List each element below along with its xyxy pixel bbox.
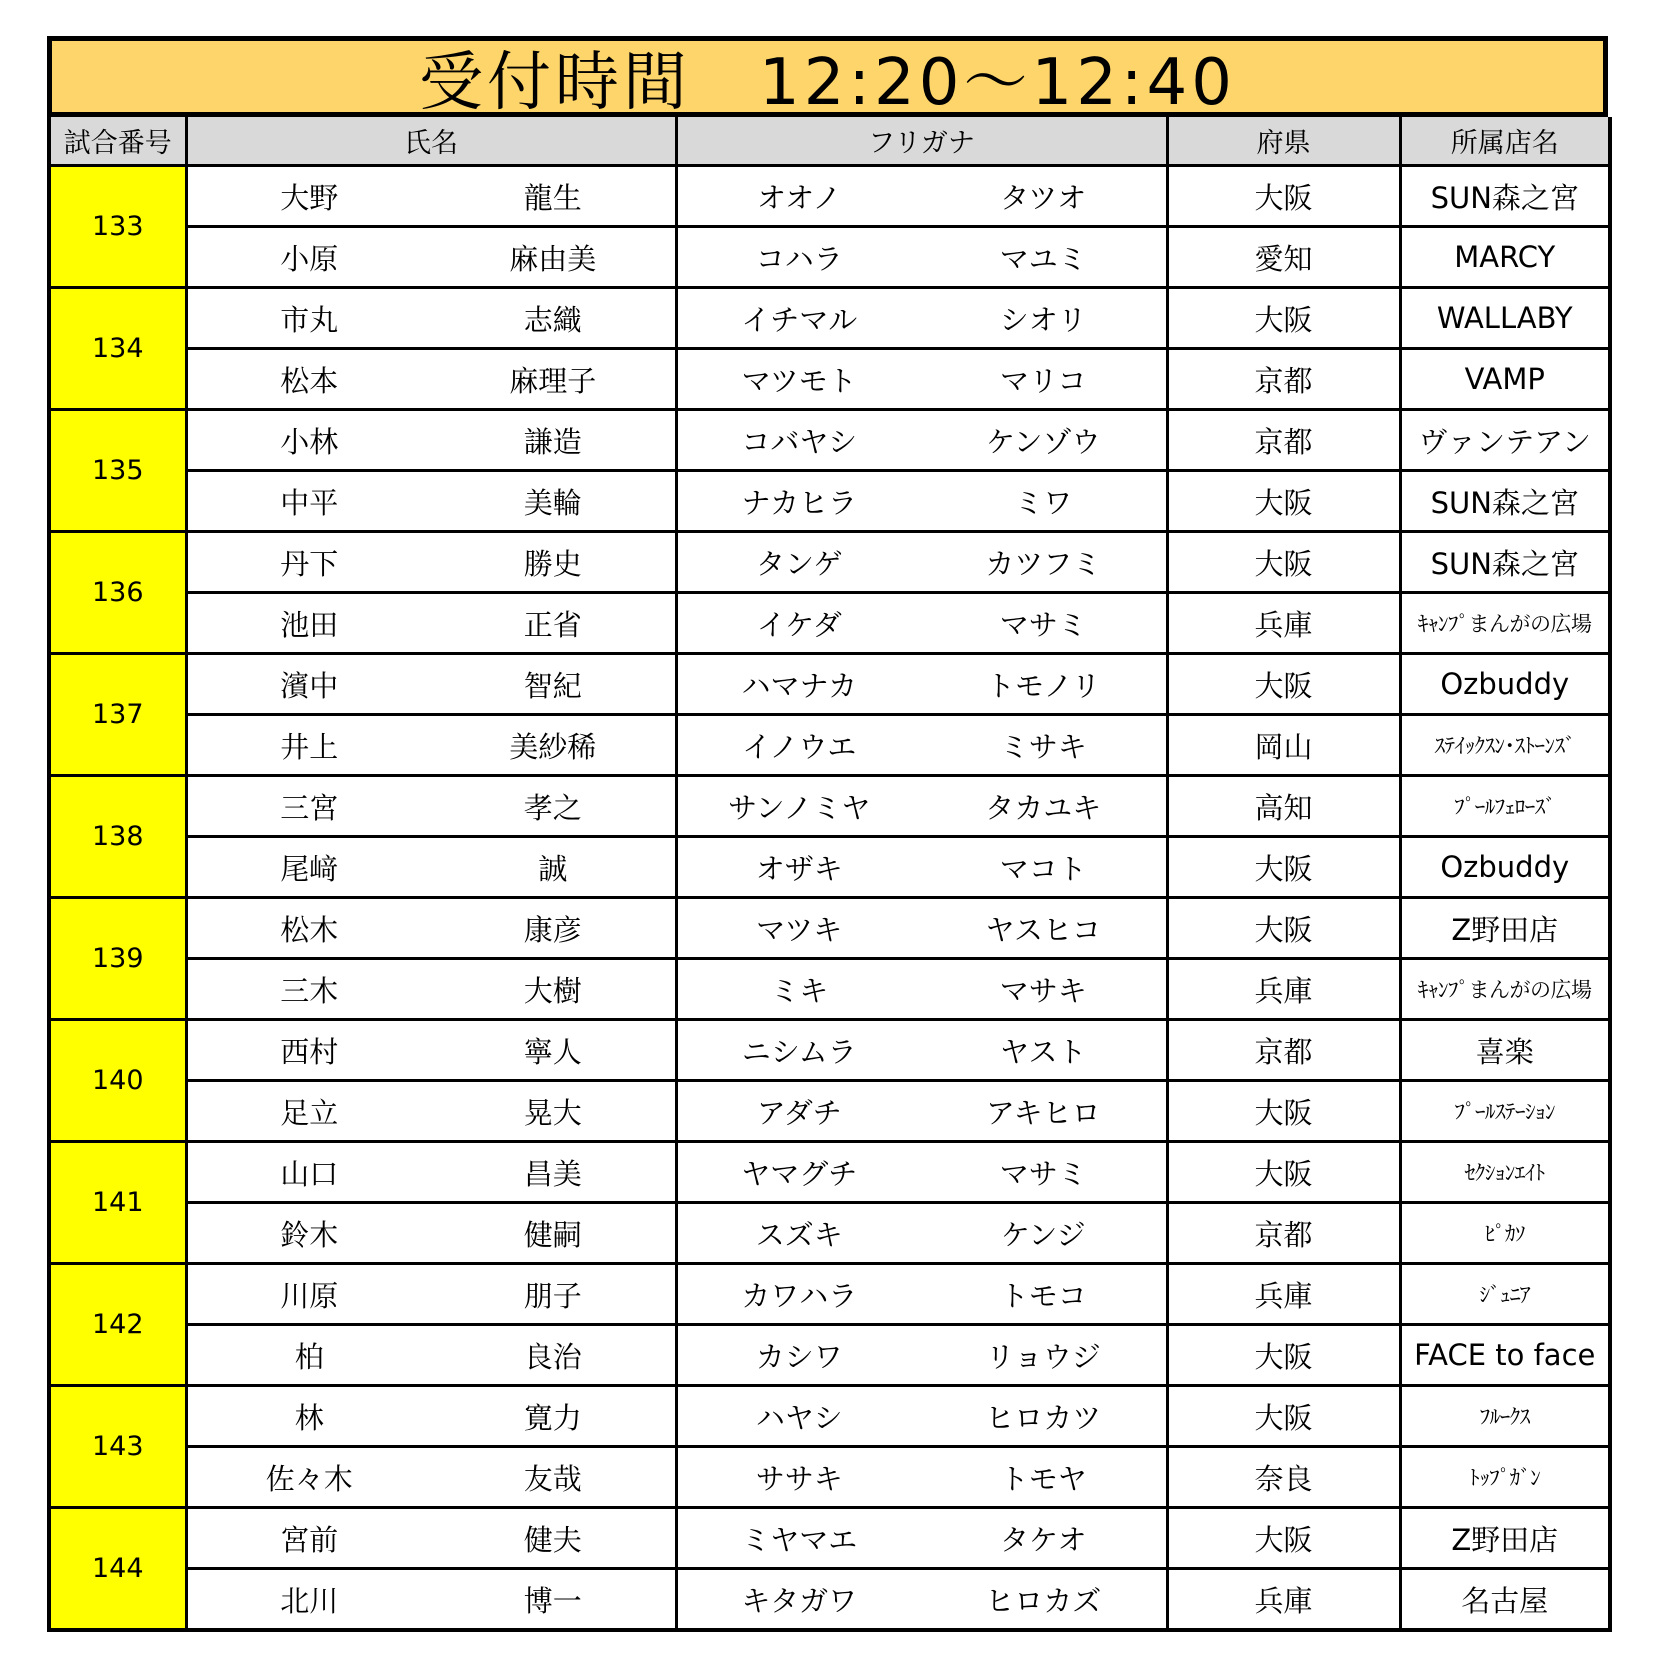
prefecture: 高知 <box>1167 776 1400 837</box>
furigana-surname: ニシムラ <box>676 1020 921 1081</box>
player-given-name: 麻理子 <box>431 349 676 410</box>
furigana-surname: ナカヒラ <box>676 471 921 532</box>
header-shop: 所属店名 <box>1400 117 1610 166</box>
prefecture: 京都 <box>1167 410 1400 471</box>
furigana-given-name: ヒロカズ <box>921 1569 1167 1631</box>
prefecture: 大阪 <box>1167 288 1400 349</box>
player-surname: 丹下 <box>186 532 431 593</box>
player-given-name: 昌美 <box>431 1142 676 1203</box>
shop-name: Z野田店 <box>1400 898 1610 959</box>
furigana-given-name: ミサキ <box>921 715 1167 776</box>
furigana-given-name: ヤスト <box>921 1020 1167 1081</box>
shop-name: Ozbuddy <box>1400 837 1610 898</box>
player-surname: 西村 <box>186 1020 431 1081</box>
player-surname: 鈴木 <box>186 1203 431 1264</box>
furigana-given-name: マサキ <box>921 959 1167 1020</box>
shop-name: MARCY <box>1400 227 1610 288</box>
furigana-surname: カワハラ <box>676 1264 921 1325</box>
furigana-given-name: ケンジ <box>921 1203 1167 1264</box>
furigana-given-name: リョウジ <box>921 1325 1167 1386</box>
player-given-name: 智紀 <box>431 654 676 715</box>
shop-name: SUN森之宮 <box>1400 471 1610 532</box>
player-given-name: 晃大 <box>431 1081 676 1142</box>
table-row <box>49 1264 1610 1325</box>
prefecture: 兵庫 <box>1167 959 1400 1020</box>
shop-name: Z野田店 <box>1400 1508 1610 1569</box>
shop-name: ﾄｯﾌﾟｶﾞﾝ <box>1400 1447 1610 1508</box>
furigana-given-name: マユミ <box>921 227 1167 288</box>
match-number: 133 <box>49 166 186 288</box>
furigana-given-name: ケンゾウ <box>921 410 1167 471</box>
match-number: 138 <box>49 776 186 898</box>
prefecture: 岡山 <box>1167 715 1400 776</box>
table-row <box>49 532 1610 593</box>
player-surname: 三木 <box>186 959 431 1020</box>
prefecture: 大阪 <box>1167 1386 1400 1447</box>
prefecture: 大阪 <box>1167 1325 1400 1386</box>
player-given-name: 大樹 <box>431 959 676 1020</box>
player-given-name: 麻由美 <box>431 227 676 288</box>
player-surname: 尾﨑 <box>186 837 431 898</box>
match-number: 140 <box>49 1020 186 1142</box>
furigana-given-name: カツフミ <box>921 532 1167 593</box>
player-given-name: 博一 <box>431 1569 676 1631</box>
furigana-surname: オオノ <box>676 166 921 227</box>
prefecture: 大阪 <box>1167 1142 1400 1203</box>
shop-name: SUN森之宮 <box>1400 532 1610 593</box>
player-surname: 池田 <box>186 593 431 654</box>
player-surname: 山口 <box>186 1142 431 1203</box>
furigana-surname: ササキ <box>676 1447 921 1508</box>
match-number: 137 <box>49 654 186 776</box>
player-surname: 中平 <box>186 471 431 532</box>
prefecture: 京都 <box>1167 1203 1400 1264</box>
prefecture: 京都 <box>1167 349 1400 410</box>
match-number: 135 <box>49 410 186 532</box>
match-number: 139 <box>49 898 186 1020</box>
player-surname: 三宮 <box>186 776 431 837</box>
table-row <box>49 1447 1610 1508</box>
match-number: 134 <box>49 288 186 410</box>
furigana-given-name: トモノリ <box>921 654 1167 715</box>
furigana-given-name: タツオ <box>921 166 1167 227</box>
header-name: 氏名 <box>186 117 676 166</box>
player-given-name: 健嗣 <box>431 1203 676 1264</box>
furigana-surname: イチマル <box>676 288 921 349</box>
furigana-surname: ハヤシ <box>676 1386 921 1447</box>
shop-name: ｷｬﾝﾌﾟまんがの広場 <box>1400 593 1610 654</box>
table-row <box>49 593 1610 654</box>
player-surname: 足立 <box>186 1081 431 1142</box>
furigana-surname: オザキ <box>676 837 921 898</box>
furigana-given-name: ミワ <box>921 471 1167 532</box>
furigana-given-name: トモコ <box>921 1264 1167 1325</box>
furigana-surname: キタガワ <box>676 1569 921 1631</box>
prefecture: 大阪 <box>1167 166 1400 227</box>
table-row <box>49 471 1610 532</box>
table-row <box>49 654 1610 715</box>
furigana-given-name: ヤスヒコ <box>921 898 1167 959</box>
player-given-name: 美輪 <box>431 471 676 532</box>
shop-name: ヴァンテアン <box>1400 410 1610 471</box>
shop-name: WALLABY <box>1400 288 1610 349</box>
prefecture: 大阪 <box>1167 1508 1400 1569</box>
prefecture: 奈良 <box>1167 1447 1400 1508</box>
match-number: 142 <box>49 1264 186 1386</box>
player-given-name: 孝之 <box>431 776 676 837</box>
prefecture: 兵庫 <box>1167 593 1400 654</box>
shop-name: VAMP <box>1400 349 1610 410</box>
furigana-surname: イケダ <box>676 593 921 654</box>
player-given-name: 美紗稀 <box>431 715 676 776</box>
furigana-given-name: ヒロカツ <box>921 1386 1167 1447</box>
prefecture: 大阪 <box>1167 837 1400 898</box>
player-surname: 井上 <box>186 715 431 776</box>
shop-name: FACE to face <box>1400 1325 1610 1386</box>
shop-name: ｽﾃｲｯｸｽﾝ･ｽﾄｰﾝｽﾞ <box>1400 715 1610 776</box>
table-row <box>49 1142 1610 1203</box>
player-surname: 松本 <box>186 349 431 410</box>
prefecture: 大阪 <box>1167 898 1400 959</box>
player-surname: 川原 <box>186 1264 431 1325</box>
header-prefecture: 府県 <box>1167 117 1400 166</box>
furigana-surname: アダチ <box>676 1081 921 1142</box>
table-row <box>49 288 1610 349</box>
player-surname: 小林 <box>186 410 431 471</box>
prefecture: 兵庫 <box>1167 1264 1400 1325</box>
shop-name: ﾌﾙｰｸｽ <box>1400 1386 1610 1447</box>
player-surname: 松木 <box>186 898 431 959</box>
table-row <box>49 227 1610 288</box>
furigana-surname: コバヤシ <box>676 410 921 471</box>
player-surname: 市丸 <box>186 288 431 349</box>
shop-name: ｷｬﾝﾌﾟまんがの広場 <box>1400 959 1610 1020</box>
furigana-given-name: トモヤ <box>921 1447 1167 1508</box>
player-given-name: 康彦 <box>431 898 676 959</box>
furigana-surname: カシワ <box>676 1325 921 1386</box>
player-given-name: 誠 <box>431 837 676 898</box>
furigana-given-name: マリコ <box>921 349 1167 410</box>
shop-name: ｼﾞｭﾆｱ <box>1400 1264 1610 1325</box>
prefecture: 大阪 <box>1167 1081 1400 1142</box>
furigana-given-name: タカユキ <box>921 776 1167 837</box>
prefecture: 京都 <box>1167 1020 1400 1081</box>
player-surname: 宮前 <box>186 1508 431 1569</box>
table-row <box>49 1508 1610 1569</box>
prefecture: 愛知 <box>1167 227 1400 288</box>
match-number: 136 <box>49 532 186 654</box>
furigana-surname: ハマナカ <box>676 654 921 715</box>
player-given-name: 朋子 <box>431 1264 676 1325</box>
furigana-surname: マツモト <box>676 349 921 410</box>
table-row <box>49 410 1610 471</box>
player-surname: 北川 <box>186 1569 431 1631</box>
shop-name: ｾｸｼｮﾝｴｲﾄ <box>1400 1142 1610 1203</box>
table-row <box>49 1081 1610 1142</box>
furigana-surname: ヤマグチ <box>676 1142 921 1203</box>
player-given-name: 志織 <box>431 288 676 349</box>
table-row <box>49 1020 1610 1081</box>
table-row <box>49 837 1610 898</box>
furigana-given-name: マサミ <box>921 1142 1167 1203</box>
prefecture: 兵庫 <box>1167 1569 1400 1631</box>
furigana-surname: ミキ <box>676 959 921 1020</box>
player-given-name: 寛力 <box>431 1386 676 1447</box>
furigana-given-name: マコト <box>921 837 1167 898</box>
shop-name: ﾋﾟｶｿ <box>1400 1203 1610 1264</box>
furigana-surname: イノウエ <box>676 715 921 776</box>
prefecture: 大阪 <box>1167 471 1400 532</box>
schedule-sheet <box>47 36 1608 1632</box>
player-surname: 林 <box>186 1386 431 1447</box>
schedule-table <box>47 117 1612 1632</box>
player-given-name: 龍生 <box>431 166 676 227</box>
player-given-name: 正省 <box>431 593 676 654</box>
table-row <box>49 715 1610 776</box>
player-given-name: 勝史 <box>431 532 676 593</box>
furigana-given-name: シオリ <box>921 288 1167 349</box>
table-row <box>49 959 1610 1020</box>
table-row <box>49 349 1610 410</box>
player-surname: 柏 <box>186 1325 431 1386</box>
player-given-name: 寧人 <box>431 1020 676 1081</box>
furigana-surname: サンノミヤ <box>676 776 921 837</box>
match-number: 141 <box>49 1142 186 1264</box>
table-row <box>49 1203 1610 1264</box>
title-bar <box>47 36 1608 120</box>
player-given-name: 健夫 <box>431 1508 676 1569</box>
furigana-surname: タンゲ <box>676 532 921 593</box>
shop-name: ﾌﾟｰﾙﾌｪﾛｰｽﾞ <box>1400 776 1610 837</box>
table-row <box>49 1386 1610 1447</box>
furigana-given-name: アキヒロ <box>921 1081 1167 1142</box>
shop-name: Ozbuddy <box>1400 654 1610 715</box>
shop-name: 名古屋 <box>1400 1569 1610 1631</box>
player-surname: 濱中 <box>186 654 431 715</box>
header-row <box>49 117 1610 166</box>
player-surname: 小原 <box>186 227 431 288</box>
shop-name: ﾌﾟｰﾙｽﾃｰｼｮﾝ <box>1400 1081 1610 1142</box>
table-row <box>49 166 1610 227</box>
prefecture: 大阪 <box>1167 532 1400 593</box>
furigana-given-name: マサミ <box>921 593 1167 654</box>
player-surname: 佐々木 <box>186 1447 431 1508</box>
header-furigana: フリガナ <box>676 117 1167 166</box>
table-body <box>49 166 1610 1631</box>
shop-name: SUN森之宮 <box>1400 166 1610 227</box>
table-row <box>49 898 1610 959</box>
player-given-name: 友哉 <box>431 1447 676 1508</box>
furigana-surname: コハラ <box>676 227 921 288</box>
furigana-given-name: タケオ <box>921 1508 1167 1569</box>
table-row <box>49 1325 1610 1386</box>
header-match-no: 試合番号 <box>49 117 186 166</box>
prefecture: 大阪 <box>1167 654 1400 715</box>
player-surname: 大野 <box>186 166 431 227</box>
player-given-name: 良治 <box>431 1325 676 1386</box>
shop-name: 喜楽 <box>1400 1020 1610 1081</box>
furigana-surname: ミヤマエ <box>676 1508 921 1569</box>
table-row <box>49 1569 1610 1631</box>
match-number: 144 <box>49 1508 186 1631</box>
table-row <box>49 776 1610 837</box>
page-title: 受付時間 12:20～12:40 <box>419 45 1236 120</box>
player-given-name: 謙造 <box>431 410 676 471</box>
furigana-surname: マツキ <box>676 898 921 959</box>
furigana-surname: スズキ <box>676 1203 921 1264</box>
match-number: 143 <box>49 1386 186 1508</box>
